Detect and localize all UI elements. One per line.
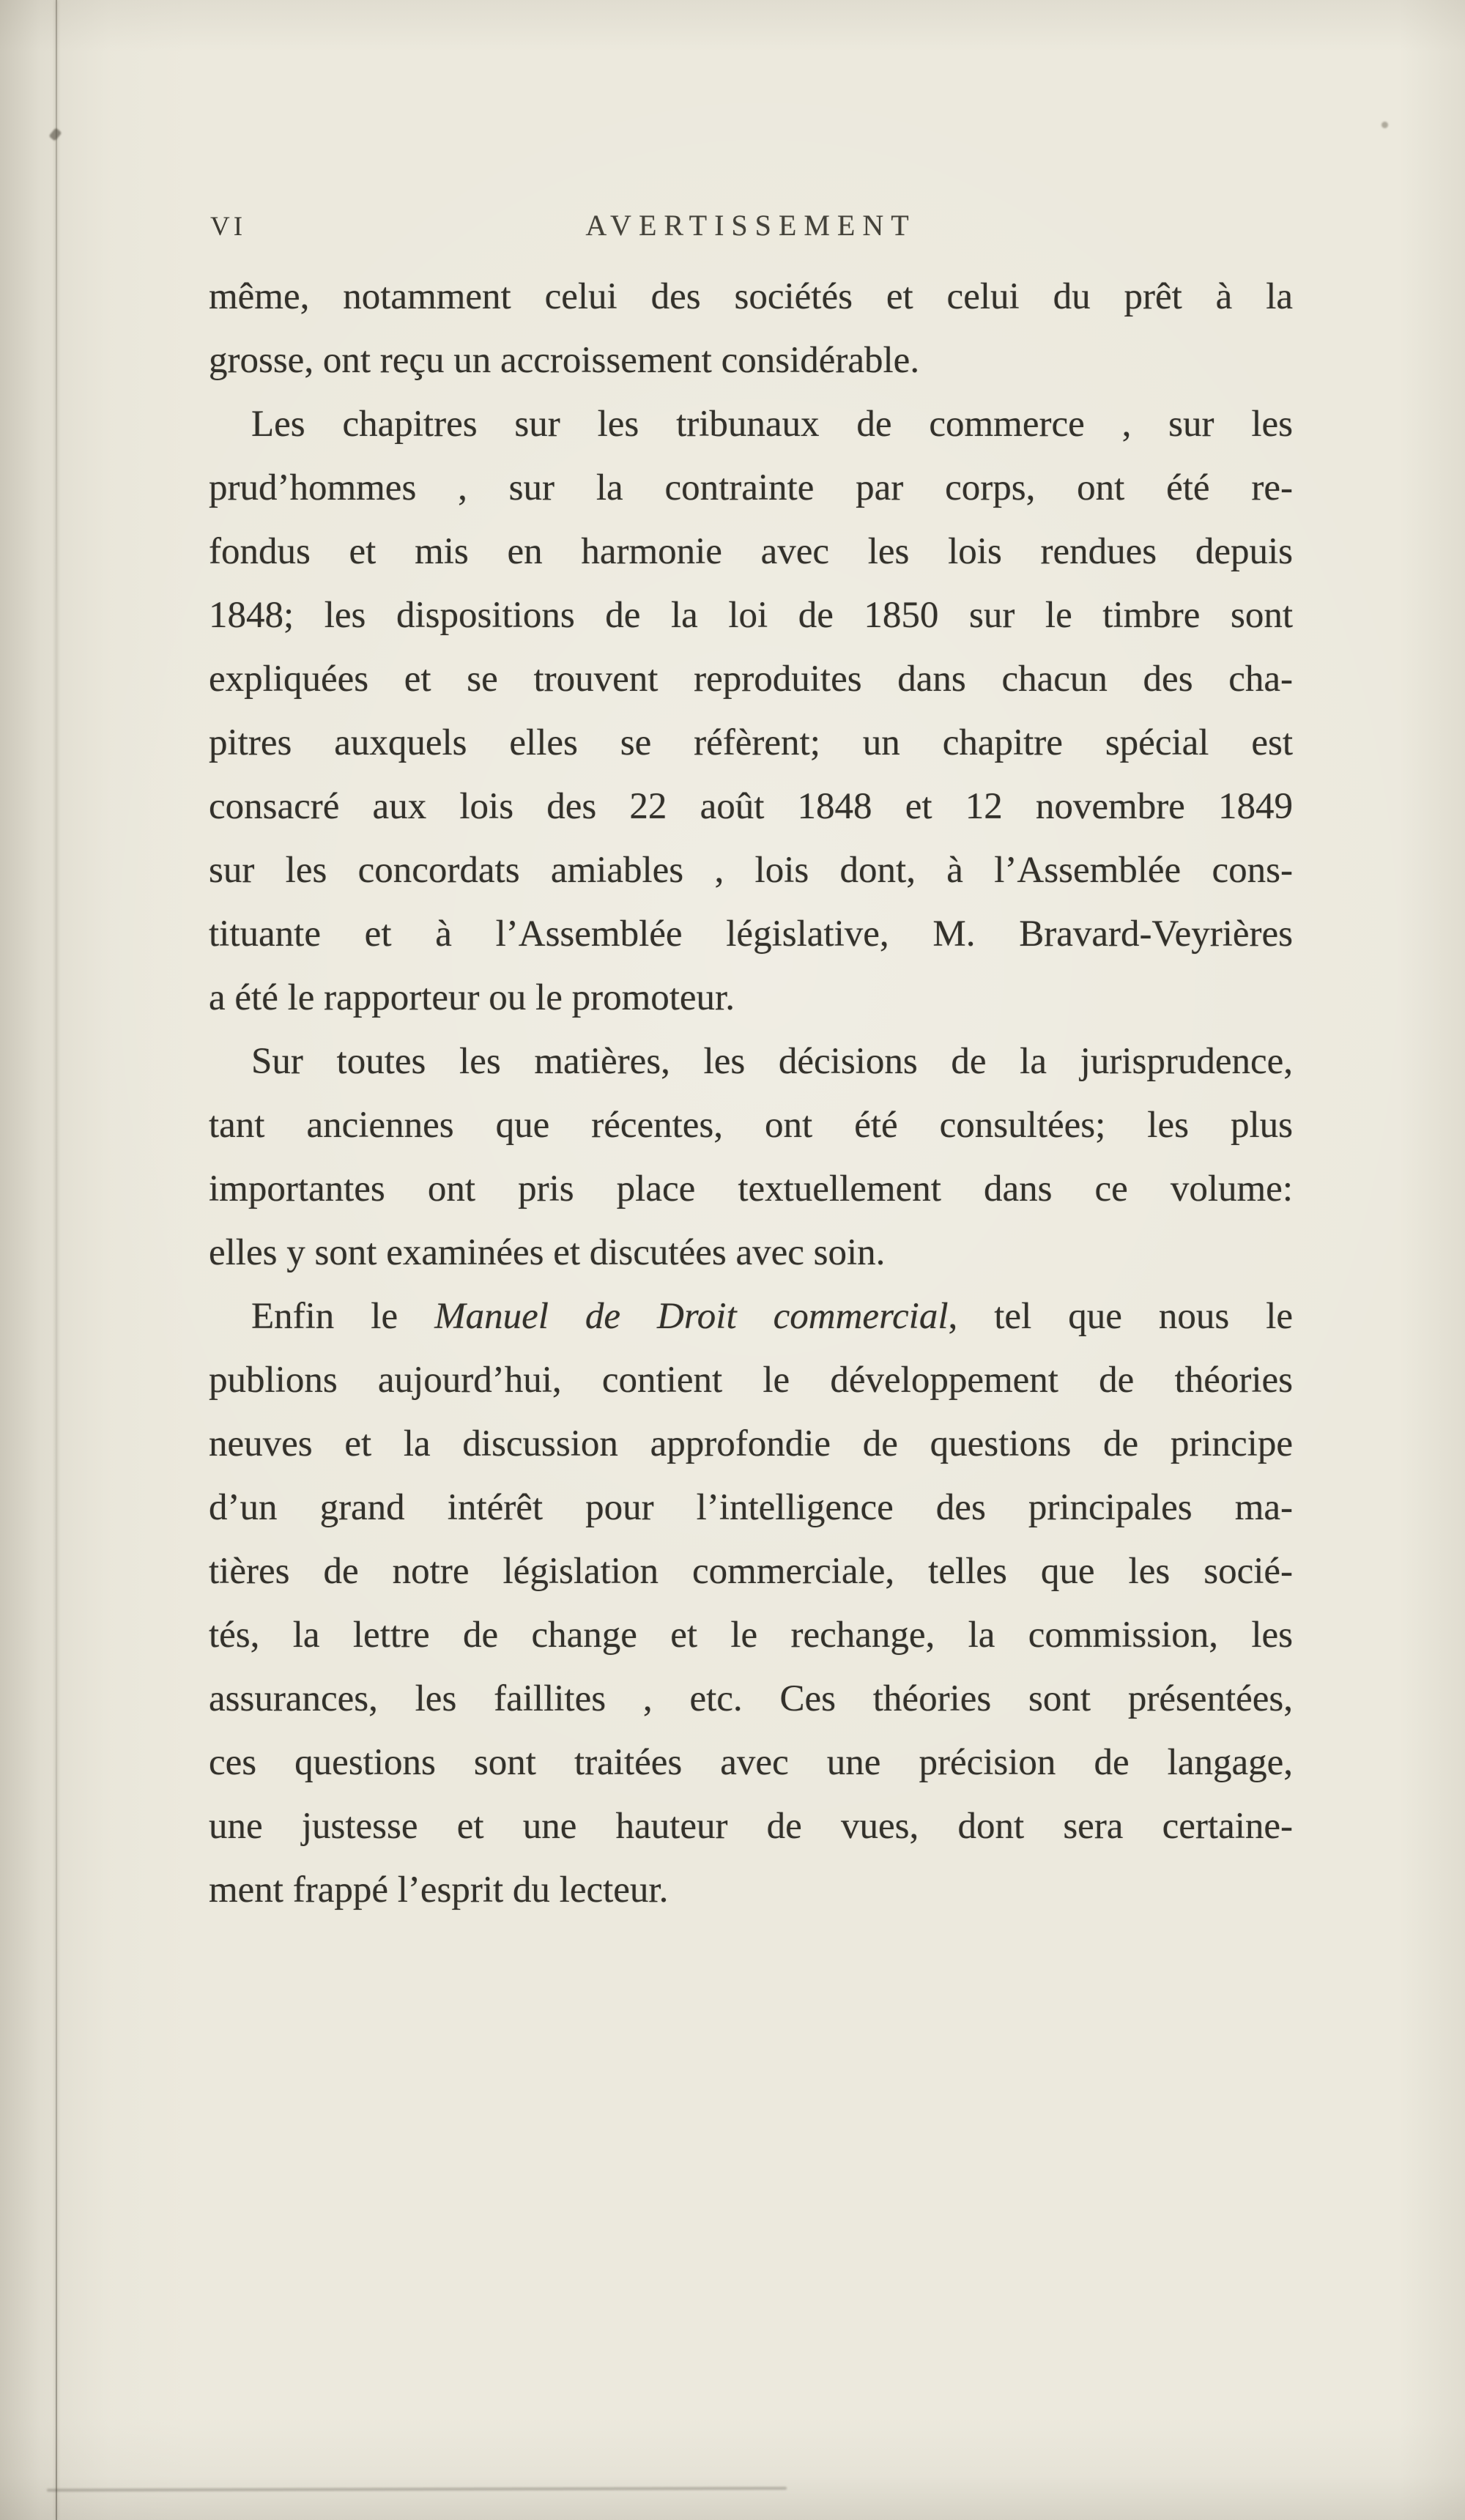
text-segment: tant anciennes que récentes, ont été consultées; les plus: [209, 1105, 1293, 1146]
text-line: [209, 1221, 1293, 1285]
text-line: [209, 1094, 1293, 1157]
text-segment: fondus et mis en harmonie avec les lois rendues depuis: [209, 531, 1293, 572]
text-line: [209, 1349, 1293, 1412]
text-line: [209, 1604, 1293, 1667]
text-segment: importantes ont pris place textuellement dans ce volume:: [209, 1168, 1293, 1209]
text-line: [209, 775, 1293, 839]
text-line: [209, 1030, 1293, 1094]
text-line: [209, 711, 1293, 775]
paragraph: [209, 265, 1293, 393]
text-line: [209, 966, 1293, 1030]
text-segment: ces questions sont traitées avec une précision de langage,: [209, 1742, 1293, 1783]
text-segment: une justesse et une hauteur de vues, dont sera certaine-: [209, 1806, 1293, 1847]
text-segment: tituante et à l’Assemblée législative, M. Bravard-Veyrières: [209, 914, 1293, 955]
text-segment: ment frappé l’esprit du lecteur.: [209, 1869, 669, 1911]
text-segment: sur les concordats amiables , lois dont, à l’Assemblée cons-: [209, 850, 1293, 891]
text-segment: tés, la lettre de change et le rechange, la commission, les: [209, 1615, 1293, 1656]
text-segment: expliquées et se trouvent reproduites dans chacun des cha-: [209, 659, 1293, 700]
italic-book-title: Manuel de Droit commercial: [434, 1296, 949, 1337]
text-segment: prud’hommes , sur la contrainte par corps, ont été re-: [209, 467, 1293, 508]
text-line: [209, 1412, 1293, 1476]
page-gutter-line: [56, 0, 57, 2520]
text-segment: a été le rapporteur ou le promoteur.: [209, 977, 735, 1018]
text-line: [209, 1858, 1293, 1922]
paragraph: [209, 1285, 1293, 1922]
text-line: [209, 1795, 1293, 1858]
text-segment: même, notamment celui des sociétés et celui du prêt à la: [209, 276, 1293, 317]
text-segment: pitres auxquels elles se réfèrent; un chapitre spécial est: [209, 722, 1293, 763]
text-line: [209, 648, 1293, 711]
text-segment: neuves et la discussion approfondie de questions de principe: [209, 1423, 1293, 1464]
paragraph: [209, 1030, 1293, 1285]
text-segment: , tel que nous le: [948, 1296, 1294, 1337]
text-segment: elles y sont examinées et discutées avec soin.: [209, 1232, 886, 1273]
text-segment: tières de notre législation commerciale, telles que les socié-: [209, 1551, 1293, 1592]
text-line: [209, 329, 1293, 393]
text-segment: Sur toutes les matières, les décisions de la jurisprudence,: [251, 1041, 1293, 1082]
text-line: [209, 1731, 1293, 1795]
text-line: [209, 903, 1293, 966]
page-body: [209, 265, 1293, 1922]
text-line: [209, 1667, 1293, 1731]
scan-artifact: [47, 2487, 787, 2492]
ink-speck: [48, 127, 62, 141]
text-segment: Les chapitres sur les tribunaux de commerce , sur les: [251, 404, 1293, 445]
text-line: [209, 584, 1293, 648]
page-header: [209, 207, 1293, 253]
text-segment: 1848; les dispositions de la loi de 1850 sur le timbre sont: [209, 595, 1293, 636]
text-line: [209, 393, 1293, 456]
ink-speck: [1381, 122, 1388, 128]
text-line: [209, 520, 1293, 584]
text-line: [209, 1157, 1293, 1221]
text-segment: d’un grand intérêt pour l’intelligence des principales ma-: [209, 1487, 1293, 1528]
running-header: AVERTISSEMENT: [585, 209, 916, 242]
text-line: [209, 456, 1293, 520]
text-segment: publions aujourd’hui, contient le développement de théories: [209, 1360, 1293, 1401]
text-segment: Enfin le: [251, 1296, 435, 1337]
text-line: [209, 1285, 1293, 1349]
text-line: [209, 1476, 1293, 1540]
text-segment: consacré aux lois des 22 août 1848 et 12 novembre 1849: [209, 786, 1293, 827]
text-segment: assurances, les faillites , etc. Ces théories sont présentées,: [209, 1678, 1293, 1719]
paragraph: [209, 393, 1293, 1030]
text-line: [209, 265, 1293, 329]
text-line: [209, 839, 1293, 903]
text-line: [209, 1540, 1293, 1604]
page-number: VI: [210, 212, 247, 242]
text-segment: grosse, ont reçu un accroissement considérable.: [209, 340, 920, 381]
